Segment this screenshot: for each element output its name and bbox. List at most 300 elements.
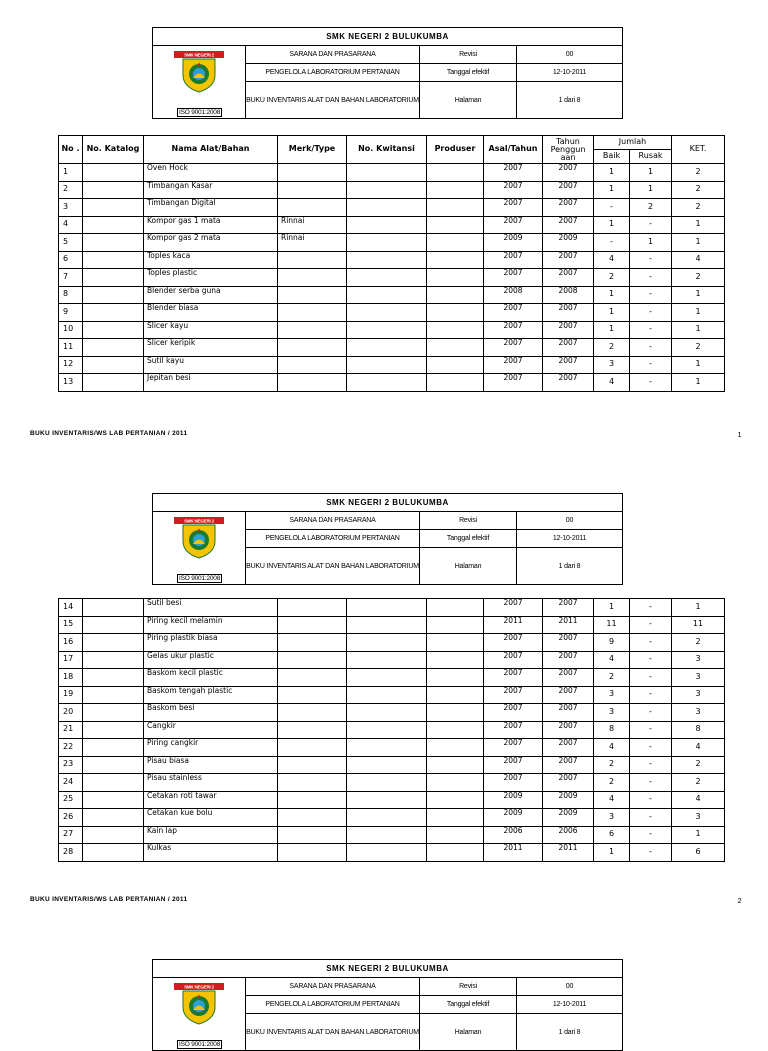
row-no: 17 (59, 651, 83, 669)
table-row (59, 164, 725, 182)
row-rusak: - (630, 756, 672, 774)
row-kwitansi (347, 339, 427, 357)
row-tahun: 2007 (543, 199, 594, 217)
school-logo (173, 49, 225, 93)
row-kwitansi (347, 374, 427, 392)
tanggal-value: 12-10-2011 (517, 530, 623, 548)
row-tahun: 2007 (543, 181, 594, 199)
row-no: 21 (59, 721, 83, 739)
row-nama: Piring cangkir (144, 739, 278, 757)
row-produser (427, 844, 484, 862)
page-1 (0, 0, 768, 460)
row-kwitansi (347, 844, 427, 862)
col-jumlah: Jumlah (594, 136, 672, 150)
page-number: 1 (737, 430, 742, 439)
row-asal: 2007 (484, 356, 543, 374)
row-rusak: - (630, 669, 672, 687)
row-tahun: 2011 (543, 616, 594, 634)
row-baik: 3 (594, 356, 630, 374)
row-nama: Blender biasa (144, 304, 278, 322)
revisi-label: Revisi (420, 512, 517, 530)
row-produser (427, 756, 484, 774)
row-tahun: 2007 (543, 599, 594, 617)
row-merk (278, 739, 347, 757)
row-baik: 2 (594, 669, 630, 687)
row-no: 6 (59, 251, 83, 269)
row-asal: 2007 (484, 686, 543, 704)
table-row (59, 216, 725, 234)
row-produser (427, 181, 484, 199)
row-no: 11 (59, 339, 83, 357)
row-tahun: 2007 (543, 251, 594, 269)
row-katalog (83, 251, 144, 269)
row-rusak: - (630, 599, 672, 617)
row-no: 2 (59, 181, 83, 199)
tanggal-label: Tanggal efektif (420, 530, 517, 548)
table-row (59, 739, 725, 757)
row-asal: 2007 (484, 739, 543, 757)
row-asal: 2011 (484, 844, 543, 862)
row-produser (427, 809, 484, 827)
table-row (59, 616, 725, 634)
row-baik: 6 (594, 826, 630, 844)
row-katalog (83, 809, 144, 827)
row-baik: 1 (594, 321, 630, 339)
revisi-label: Revisi (420, 46, 517, 64)
row-produser (427, 634, 484, 652)
row-merk (278, 616, 347, 634)
col-rusak: Rusak (630, 150, 672, 164)
col-produser: Produser (427, 136, 484, 164)
row-produser (427, 826, 484, 844)
row-produser (427, 669, 484, 687)
row-nama: Baskom kecil plastic (144, 669, 278, 687)
row-kwitansi (347, 704, 427, 722)
row-produser (427, 791, 484, 809)
halaman-label: Halaman (420, 548, 517, 585)
row-produser (427, 164, 484, 182)
row-ket: 1 (672, 234, 725, 252)
row-baik: 11 (594, 616, 630, 634)
logo-cell (153, 46, 246, 119)
row-katalog (83, 599, 144, 617)
row-asal: 2009 (484, 791, 543, 809)
row-baik: 4 (594, 791, 630, 809)
row-nama: Toples plastic (144, 269, 278, 287)
row-nama: Gelas ukur plastic (144, 651, 278, 669)
row-rusak: 1 (630, 164, 672, 182)
row-kwitansi (347, 164, 427, 182)
row-produser (427, 269, 484, 287)
row-ket: 6 (672, 844, 725, 862)
row-ket: 3 (672, 704, 725, 722)
row-merk (278, 704, 347, 722)
row-merk (278, 339, 347, 357)
row-no: 3 (59, 199, 83, 217)
row-rusak: 1 (630, 181, 672, 199)
halaman-label: Halaman (420, 82, 517, 119)
row-asal: 2006 (484, 826, 543, 844)
row-rusak: - (630, 739, 672, 757)
row-katalog (83, 286, 144, 304)
row-ket: 2 (672, 339, 725, 357)
row-katalog (83, 321, 144, 339)
row-katalog (83, 199, 144, 217)
row-rusak: - (630, 686, 672, 704)
row-merk (278, 199, 347, 217)
row-nama: Piring plastik biasa (144, 634, 278, 652)
row-asal: 2007 (484, 756, 543, 774)
row-tahun: 2007 (543, 164, 594, 182)
revisi-value: 00 (517, 512, 623, 530)
document-header (152, 27, 623, 119)
row-tahun: 2007 (543, 669, 594, 687)
row-ket: 1 (672, 356, 725, 374)
row-baik: 4 (594, 374, 630, 392)
row-asal: 2007 (484, 634, 543, 652)
row-kwitansi (347, 826, 427, 844)
table-row (59, 844, 725, 862)
row-produser (427, 739, 484, 757)
row-kwitansi (347, 651, 427, 669)
row-katalog (83, 791, 144, 809)
row-kwitansi (347, 756, 427, 774)
row-kwitansi (347, 669, 427, 687)
row-tahun: 2007 (543, 269, 594, 287)
page-footer (30, 430, 742, 437)
document-header (152, 959, 623, 1051)
row-kwitansi (347, 739, 427, 757)
halaman-value: 1 dari 8 (517, 548, 623, 585)
row-baik: 4 (594, 739, 630, 757)
row-tahun: 2007 (543, 651, 594, 669)
row-produser (427, 339, 484, 357)
row-ket: 3 (672, 809, 725, 827)
row-kwitansi (347, 356, 427, 374)
row-tahun: 2007 (543, 634, 594, 652)
row-kwitansi (347, 234, 427, 252)
row-asal: 2007 (484, 199, 543, 217)
pengelola-label: PENGELOLA LABORATORIUM PERTANIAN (246, 64, 420, 82)
row-tahun: 2007 (543, 339, 594, 357)
row-produser (427, 651, 484, 669)
col-asal: Asal/Tahun (484, 136, 543, 164)
row-baik: - (594, 199, 630, 217)
row-merk (278, 304, 347, 322)
row-ket: 4 (672, 251, 725, 269)
buku-label: BUKU INVENTARIS ALAT DAN BAHAN LABORATORIUM (246, 548, 420, 585)
row-produser (427, 199, 484, 217)
row-nama: Cetakan roti tawar (144, 791, 278, 809)
row-nama: Sutil besi (144, 599, 278, 617)
school-logo (173, 515, 225, 559)
page-2 (0, 460, 768, 930)
table-row (59, 181, 725, 199)
row-kwitansi (347, 181, 427, 199)
row-rusak: - (630, 356, 672, 374)
tanggal-label: Tanggal efektif (420, 64, 517, 82)
table-row (59, 599, 725, 617)
school-name: SMK NEGERI 2 BULUKUMBA (153, 28, 623, 46)
row-nama: Sutil kayu (144, 356, 278, 374)
row-katalog (83, 269, 144, 287)
iso-label: ISO 9001:2008 (179, 575, 221, 582)
inventory-table (58, 135, 725, 392)
school-name: SMK NEGERI 2 BULUKUMBA (153, 960, 623, 978)
table-row (59, 321, 725, 339)
row-merk (278, 164, 347, 182)
page-3 (0, 930, 768, 1048)
row-katalog (83, 844, 144, 862)
row-rusak: - (630, 286, 672, 304)
row-katalog (83, 774, 144, 792)
row-ket: 1 (672, 826, 725, 844)
row-asal: 2007 (484, 181, 543, 199)
row-baik: 1 (594, 181, 630, 199)
row-baik: 1 (594, 216, 630, 234)
tanggal-value: 12-10-2011 (517, 64, 623, 82)
school-logo (173, 981, 225, 1025)
halaman-value: 1 dari 8 (517, 1014, 623, 1051)
row-nama: Toples kaca (144, 251, 278, 269)
row-no: 10 (59, 321, 83, 339)
row-katalog (83, 686, 144, 704)
row-merk (278, 634, 347, 652)
row-tahun: 2007 (543, 216, 594, 234)
row-asal: 2007 (484, 164, 543, 182)
row-produser (427, 286, 484, 304)
row-asal: 2007 (484, 216, 543, 234)
table-row (59, 826, 725, 844)
halaman-value: 1 dari 8 (517, 82, 623, 119)
table-row (59, 374, 725, 392)
row-merk (278, 826, 347, 844)
row-baik: 2 (594, 339, 630, 357)
col-baik: Baik (594, 150, 630, 164)
row-kwitansi (347, 599, 427, 617)
row-no: 16 (59, 634, 83, 652)
dept-label: SARANA DAN PRASARANA (246, 46, 420, 64)
row-produser (427, 721, 484, 739)
buku-label: BUKU INVENTARIS ALAT DAN BAHAN LABORATORIUM (246, 82, 420, 119)
table-row (59, 269, 725, 287)
row-asal: 2007 (484, 669, 543, 687)
row-no: 23 (59, 756, 83, 774)
row-nama: Pisau biasa (144, 756, 278, 774)
row-asal: 2007 (484, 339, 543, 357)
row-katalog (83, 216, 144, 234)
row-merk (278, 774, 347, 792)
row-ket: 1 (672, 321, 725, 339)
row-baik: 4 (594, 251, 630, 269)
row-no: 24 (59, 774, 83, 792)
revisi-label: Revisi (420, 978, 517, 996)
row-baik: 8 (594, 721, 630, 739)
row-nama: Cetakan kue bolu (144, 809, 278, 827)
row-katalog (83, 634, 144, 652)
row-merk (278, 356, 347, 374)
row-no: 7 (59, 269, 83, 287)
buku-label: BUKU INVENTARIS ALAT DAN BAHAN LABORATORIUM (246, 1014, 420, 1051)
row-ket: 2 (672, 756, 725, 774)
row-rusak: - (630, 269, 672, 287)
row-asal: 2007 (484, 321, 543, 339)
row-rusak: - (630, 791, 672, 809)
page-number: 2 (737, 896, 742, 905)
iso-label: ISO 9001:2008 (179, 1041, 221, 1048)
row-rusak: - (630, 304, 672, 322)
row-rusak: - (630, 826, 672, 844)
row-katalog (83, 304, 144, 322)
table-row (59, 791, 725, 809)
row-baik: 3 (594, 686, 630, 704)
row-merk (278, 669, 347, 687)
row-produser (427, 616, 484, 634)
row-tahun: 2007 (543, 304, 594, 322)
row-katalog (83, 356, 144, 374)
row-rusak: - (630, 251, 672, 269)
row-merk: Rinnai (278, 234, 347, 252)
row-baik: 2 (594, 269, 630, 287)
row-kwitansi (347, 809, 427, 827)
row-asal: 2007 (484, 721, 543, 739)
row-asal: 2007 (484, 599, 543, 617)
row-rusak: - (630, 651, 672, 669)
row-ket: 2 (672, 181, 725, 199)
row-no: 4 (59, 216, 83, 234)
row-nama: Timbangan Digital (144, 199, 278, 217)
row-nama: Baskom tengah plastic (144, 686, 278, 704)
row-nama: Kain lap (144, 826, 278, 844)
row-produser (427, 321, 484, 339)
logo-cell (153, 512, 246, 585)
row-katalog (83, 651, 144, 669)
row-nama: Slicer kayu (144, 321, 278, 339)
row-no: 25 (59, 791, 83, 809)
row-ket: 2 (672, 269, 725, 287)
row-rusak: - (630, 616, 672, 634)
row-baik: 1 (594, 286, 630, 304)
row-kwitansi (347, 286, 427, 304)
page-footer (30, 896, 742, 903)
row-rusak: - (630, 844, 672, 862)
row-tahun: 2009 (543, 234, 594, 252)
table-row (59, 251, 725, 269)
row-asal: 2007 (484, 304, 543, 322)
pengelola-label: PENGELOLA LABORATORIUM PERTANIAN (246, 530, 420, 548)
row-katalog (83, 616, 144, 634)
row-tahun: 2008 (543, 286, 594, 304)
col-no: No . (59, 136, 83, 164)
row-no: 22 (59, 739, 83, 757)
row-ket: 1 (672, 374, 725, 392)
row-no: 13 (59, 374, 83, 392)
row-rusak: - (630, 809, 672, 827)
row-merk (278, 181, 347, 199)
row-katalog (83, 669, 144, 687)
row-merk (278, 269, 347, 287)
document-header (152, 493, 623, 585)
row-kwitansi (347, 304, 427, 322)
row-tahun: 2007 (543, 739, 594, 757)
row-asal: 2007 (484, 269, 543, 287)
row-kwitansi (347, 216, 427, 234)
row-nama: Baskom besi (144, 704, 278, 722)
row-rusak: - (630, 634, 672, 652)
row-baik: 3 (594, 809, 630, 827)
table-row (59, 199, 725, 217)
pengelola-label: PENGELOLA LABORATORIUM PERTANIAN (246, 996, 420, 1014)
row-tahun: 2007 (543, 756, 594, 774)
col-kwitansi: No. Kwitansi (347, 136, 427, 164)
row-no: 8 (59, 286, 83, 304)
row-rusak: 2 (630, 199, 672, 217)
row-asal: 2007 (484, 374, 543, 392)
row-ket: 3 (672, 686, 725, 704)
row-no: 14 (59, 599, 83, 617)
table-body-page2 (59, 599, 725, 862)
logo-text: SMK NEGERI 2 (184, 518, 214, 524)
row-no: 20 (59, 704, 83, 722)
row-tahun: 2009 (543, 791, 594, 809)
row-no: 19 (59, 686, 83, 704)
row-ket: 2 (672, 199, 725, 217)
dept-label: SARANA DAN PRASARANA (246, 512, 420, 530)
table-row (59, 304, 725, 322)
row-kwitansi (347, 774, 427, 792)
row-katalog (83, 704, 144, 722)
row-rusak: - (630, 216, 672, 234)
row-baik: 9 (594, 634, 630, 652)
row-nama: Oven Hock (144, 164, 278, 182)
row-no: 18 (59, 669, 83, 687)
row-baik: 2 (594, 756, 630, 774)
row-baik: 4 (594, 651, 630, 669)
row-ket: 4 (672, 739, 725, 757)
inventory-table (58, 598, 725, 862)
row-nama: Kulkas (144, 844, 278, 862)
row-baik: 1 (594, 164, 630, 182)
row-nama: Kompor gas 2 mata (144, 234, 278, 252)
footer-text: BUKU INVENTARIS/WS LAB PERTANIAN / 2011 (30, 896, 188, 903)
row-katalog (83, 739, 144, 757)
table-row (59, 756, 725, 774)
row-produser (427, 686, 484, 704)
row-no: 12 (59, 356, 83, 374)
table-row (59, 721, 725, 739)
row-rusak: - (630, 339, 672, 357)
logo-text: SMK NEGERI 2 (184, 984, 214, 990)
row-ket: 3 (672, 669, 725, 687)
row-merk (278, 809, 347, 827)
row-no: 26 (59, 809, 83, 827)
table-row (59, 651, 725, 669)
row-baik: 3 (594, 704, 630, 722)
row-merk: Rinnai (278, 216, 347, 234)
table-row (59, 234, 725, 252)
row-no: 27 (59, 826, 83, 844)
row-ket: 4 (672, 791, 725, 809)
tanggal-label: Tanggal efektif (420, 996, 517, 1014)
row-tahun: 2007 (543, 356, 594, 374)
row-ket: 2 (672, 634, 725, 652)
row-merk (278, 791, 347, 809)
row-asal: 2009 (484, 809, 543, 827)
row-merk (278, 844, 347, 862)
logo-cell (153, 978, 246, 1051)
row-produser (427, 774, 484, 792)
row-rusak: - (630, 374, 672, 392)
